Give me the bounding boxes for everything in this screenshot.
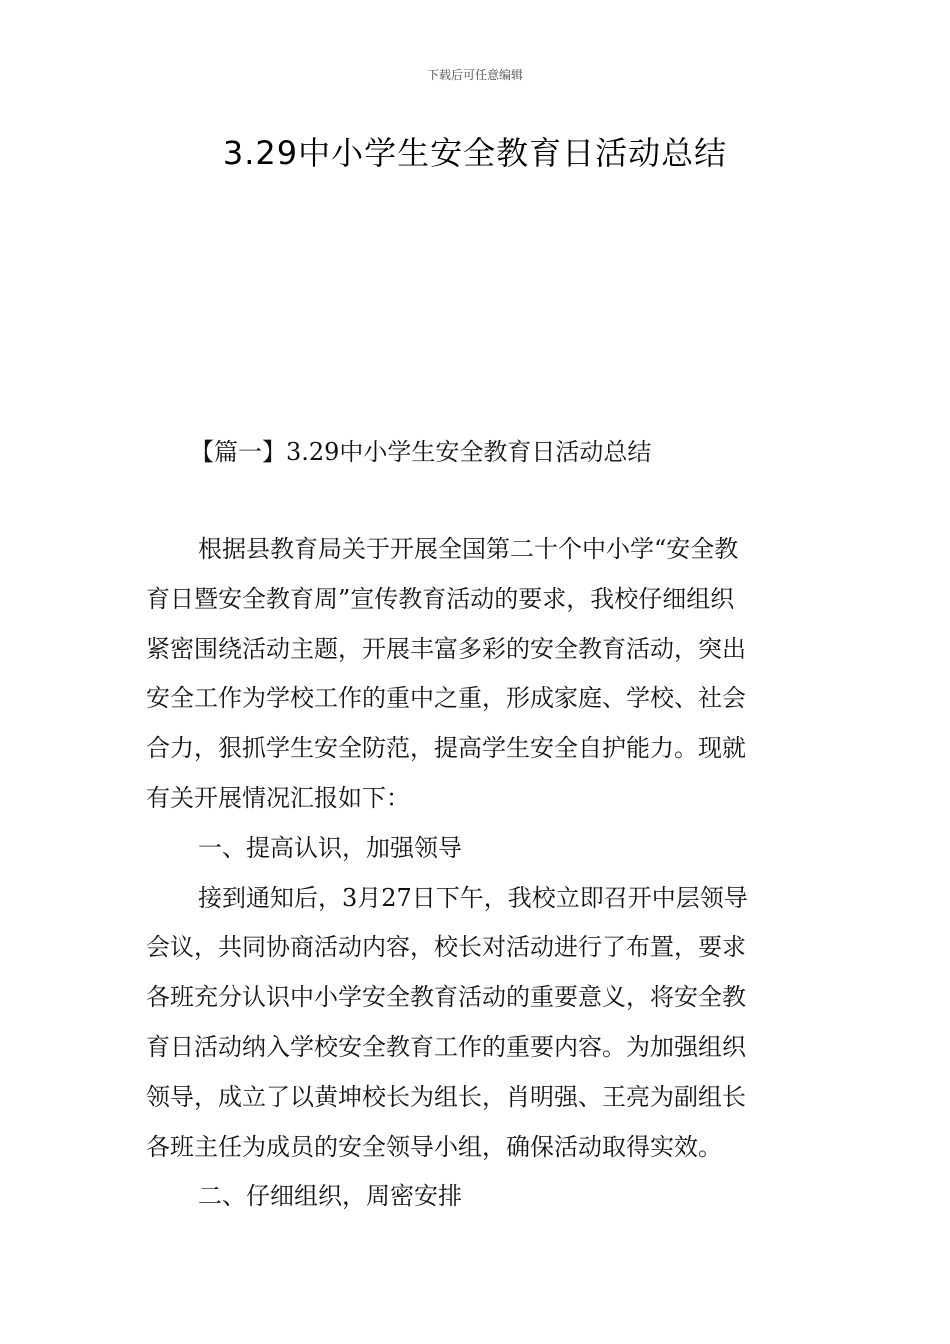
paragraph <box>146 824 808 874</box>
paragraph-line: 紧密围绕活动主题，开展丰富多彩的安全教育活动，突出 <box>146 634 746 663</box>
paragraph-line: 安全工作为学校工作的重中之重，形成家庭、学校、社会 <box>146 684 746 713</box>
paragraph <box>146 1172 808 1222</box>
paragraph-line: 各班充分认识中小学安全教育活动的重要意义，将安全教 <box>146 983 746 1012</box>
paragraph-line: 有关开展情况汇报如下： <box>146 783 410 812</box>
header-note: 下载后可任意编辑 <box>426 68 523 82</box>
paragraph-line: 领导，成立了以黄坤校长为组长，肖明强、王亮为副组长 <box>146 1082 746 1111</box>
paragraph-line: 根据县教育局关于开展全国第二十个中小学“安全教 <box>198 535 739 563</box>
paragraph-line: 各班主任为成员的安全领导小组，确保活动取得实效。 <box>146 1132 722 1161</box>
paragraph-line: 育日活动纳入学校安全教育工作的重要内容。为加强组织 <box>146 1032 746 1061</box>
document-body <box>146 525 808 1222</box>
paragraph-line: 接到通知后，3月27日下午，我校立即召开中层领导 <box>198 883 748 912</box>
paragraph-line: 育日暨安全教育周”宣传教育活动的要求，我校仔细组织 <box>146 584 735 613</box>
section-heading: 【篇一】3.29中小学生安全教育日活动总结 <box>190 438 652 466</box>
paragraph <box>146 525 808 824</box>
document-title: 3.29中小学生安全教育日活动总结 <box>222 134 728 172</box>
paragraph <box>146 874 808 1173</box>
paragraph-line: 二、仔细组织，周密安排 <box>198 1182 462 1211</box>
paragraph-line: 会议，共同协商活动内容，校长对活动进行了布置，要求 <box>146 933 746 962</box>
paragraph-line: 一、提高认识，加强领导 <box>198 833 462 862</box>
paragraph-line: 合力，狠抓学生安全防范，提高学生安全自护能力。现就 <box>146 734 746 763</box>
